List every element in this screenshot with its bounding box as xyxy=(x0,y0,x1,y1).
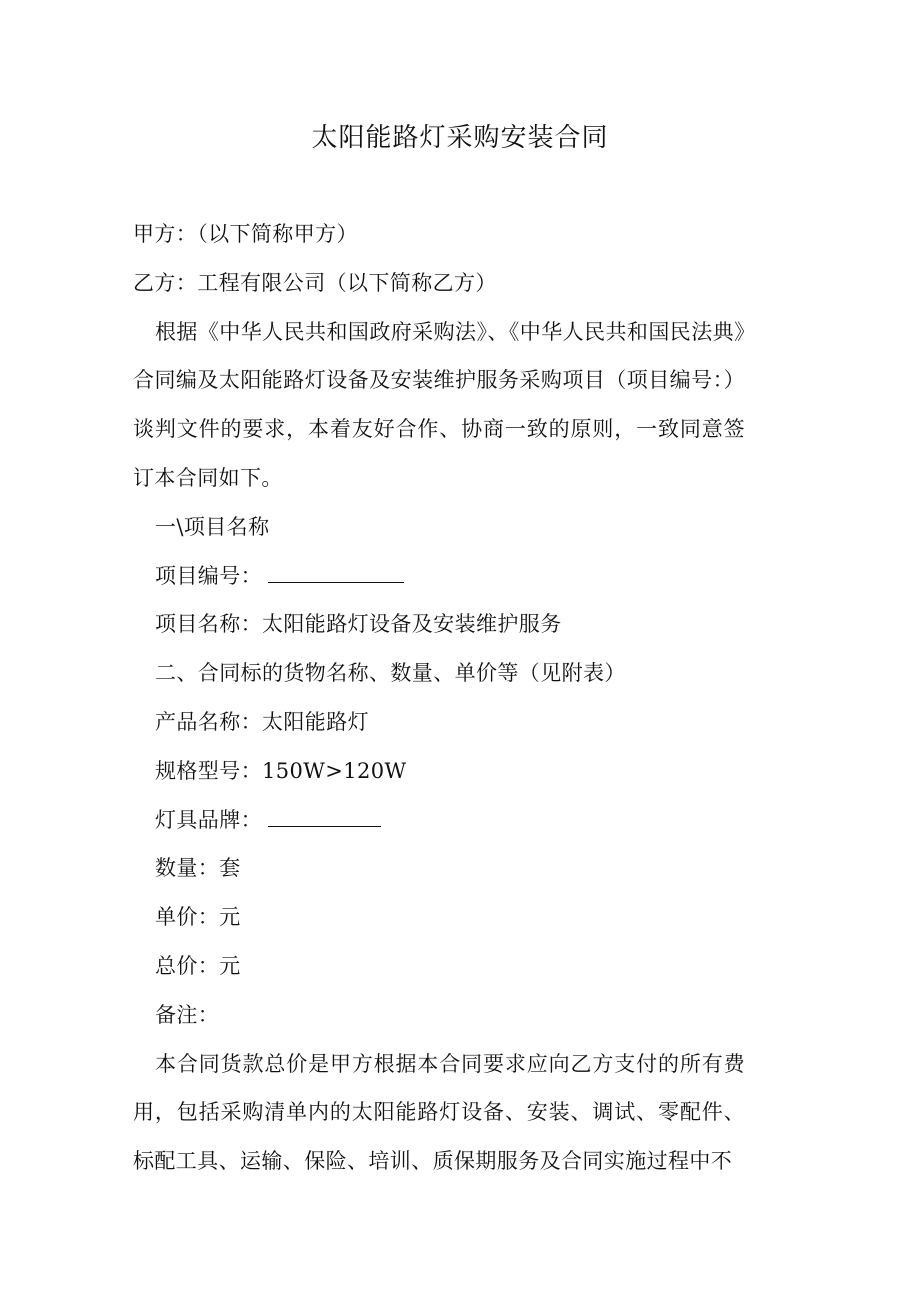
party-a-line: 甲方：（以下简称甲方） xyxy=(133,222,358,246)
product-name-line: 产品名称：太阳能路灯 xyxy=(155,709,369,734)
brand-blank xyxy=(268,808,381,827)
project-name-line: 项目名称：太阳能路灯设备及安装维护服务 xyxy=(155,612,562,637)
quantity-line: 数量：套 xyxy=(155,856,241,881)
project-number-label: 项目编号： xyxy=(155,563,262,588)
unit-price-line: 单价：元 xyxy=(155,905,241,930)
project-number-blank xyxy=(268,564,404,583)
section-2-heading: 二、合同标的货物名称、数量、单价等（见附表） xyxy=(155,661,626,686)
payment-clause-paragraph: 本合同货款总价是甲方根据本合同要求应向乙方支付的所有费用，包括采购清单内的太阳能路灯设备、安装、调试、零配件、标配工具、运输、保险、培训、质保期服务及合同实施过程中不 xyxy=(133,1051,745,1174)
contract-title: 太阳能路灯采购安装合同 xyxy=(311,123,609,153)
party-b-line: 乙方：工程有限公司（以下简称乙方） xyxy=(133,270,497,295)
project-number-line xyxy=(133,552,745,601)
section-1-heading: 一\项目名称 xyxy=(155,514,270,539)
spec-model-line: 规格型号：150W>120W xyxy=(155,758,407,783)
total-price-line: 总价：元 xyxy=(155,953,241,978)
preamble-paragraph: 根据《中华人民共和国政府采购法》、《中华人民共和国民法典》合同编及太阳能路灯设备及安装维护服务采购项目（项目编号：）谈判文件的要求，本着友好合作、协商一致的原则，一致同意签订本合同如下。 xyxy=(133,319,745,490)
contract-body xyxy=(133,210,745,1186)
brand-label: 灯具品牌： xyxy=(155,807,262,832)
brand-line xyxy=(133,796,745,845)
remark-line: 备注： xyxy=(155,1002,220,1027)
